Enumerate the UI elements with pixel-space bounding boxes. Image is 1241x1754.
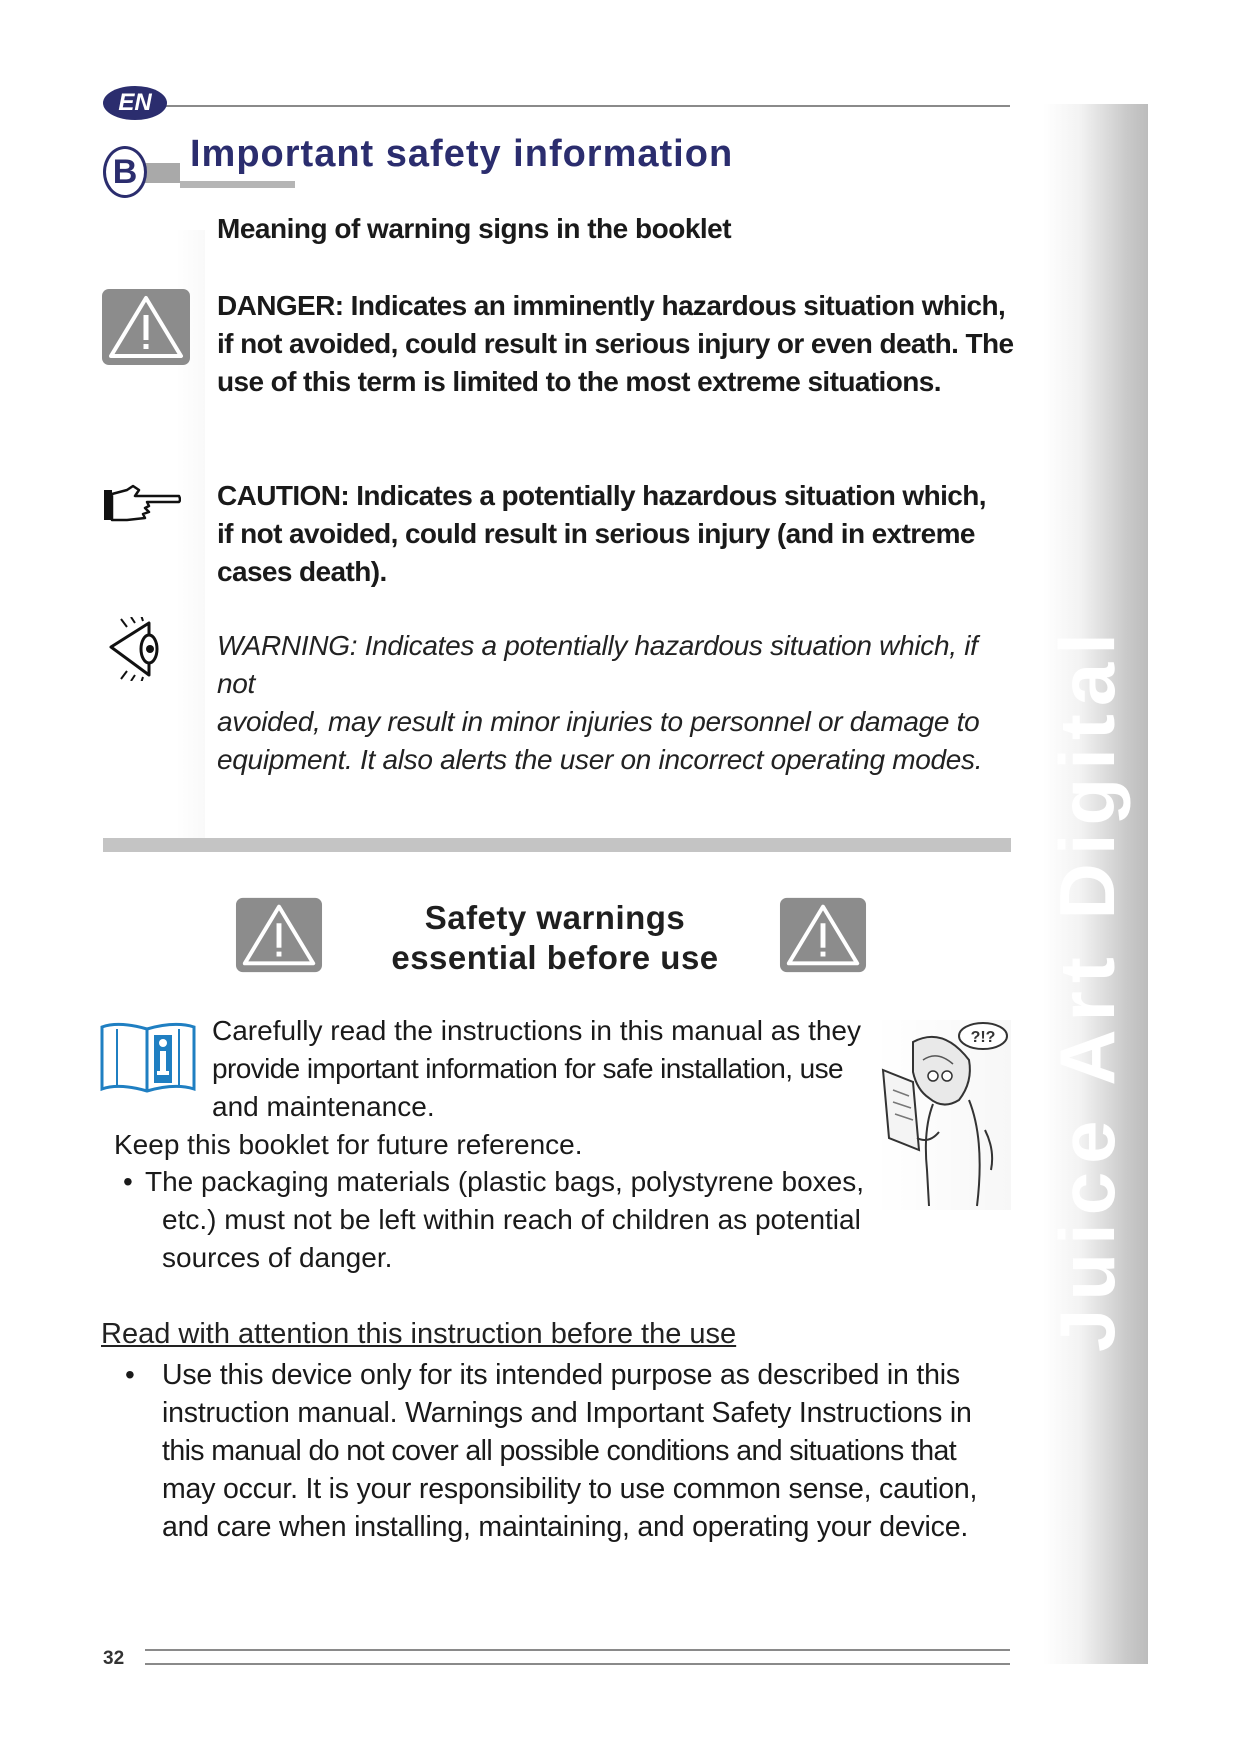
packaging-warning: [145, 1163, 865, 1277]
danger-triangle-icon: [235, 896, 323, 974]
keep-booklet-note: Keep this booklet for future reference.: [114, 1129, 583, 1160]
text-line: Carefully read the instructions in this manual as they: [212, 1015, 861, 1046]
text-line: use of this term is limited to the most extreme situations.: [217, 366, 941, 397]
text-line: CAUTION: Indicates a potentially hazardous situation which,: [217, 480, 986, 511]
text-line: this manual do not cover all possible conditions and situations that: [162, 1435, 957, 1467]
footer-rule: [145, 1663, 1010, 1665]
danger-triangle-icon: [779, 896, 867, 974]
title-line: Safety warnings: [424, 899, 686, 936]
page-title: Important safety information: [190, 133, 734, 175]
pointing-hand-icon: [103, 484, 181, 524]
manual-note: [212, 1012, 892, 1126]
warning-signs-subtitle: Meaning of warning signs in the booklet: [217, 213, 732, 244]
text-line: equipment. It also alerts the user on incorrect operating modes.: [217, 744, 983, 775]
bullet-marker: •: [123, 1166, 133, 1197]
side-tab-brand-text: Juice Art Digital: [1043, 625, 1131, 1352]
caution-definition: [217, 477, 1017, 591]
text-line: avoided, may result in minor injuries to personnel or damage to: [217, 706, 980, 737]
text-line: and maintenance.: [212, 1091, 435, 1122]
language-badge: EN: [103, 86, 167, 120]
info-manual-icon: [99, 1019, 197, 1095]
danger-definition: [217, 287, 1017, 401]
text-line: etc.) must not be left within reach of children as potential: [162, 1204, 861, 1235]
section-bar-decoration: [180, 181, 295, 188]
illustration-exclaim: ?!?: [970, 1029, 996, 1046]
text-line: and care when installing, maintaining, and operating your device.: [162, 1511, 969, 1543]
footer-rule: [145, 1649, 1010, 1651]
text-line: WARNING: Indicates a potentially hazardous situation which, if not: [217, 630, 978, 699]
reader-illustration: [873, 1020, 1011, 1210]
text-line: provide important information for safe installation, use: [212, 1053, 843, 1084]
danger-triangle-icon: [101, 288, 191, 366]
section-bar-decoration: [144, 163, 180, 183]
section-divider: [103, 838, 1011, 852]
title-line: essential before use: [391, 939, 719, 976]
text-line: cases death).: [217, 556, 387, 587]
text-line: if not avoided, could result in serious injury or even death. The: [217, 328, 1014, 359]
intended-use-instruction: [162, 1356, 1012, 1546]
text-line: DANGER: Indicates an imminently hazardous situation which,: [217, 290, 1006, 321]
text-line: if not avoided, could result in serious injury (and in extreme: [217, 518, 975, 549]
read-attention-heading: Read with attention this instruction before the use: [101, 1318, 737, 1350]
text-line: may occur. It is your responsibility to use common sense, caution,: [162, 1473, 978, 1505]
eye-icon: [107, 617, 167, 681]
text-line: sources of danger.: [162, 1242, 393, 1273]
header-rule: [160, 105, 1010, 107]
page-number: 32: [103, 1648, 125, 1669]
text-line: Use this device only for its intended purpose as described in this: [162, 1359, 960, 1391]
text-line: The packaging materials (plastic bags, polystyrene boxes,: [145, 1166, 865, 1197]
section-letter-badge: B: [103, 146, 147, 198]
warning-definition: [217, 627, 1017, 779]
safety-warnings-title: [360, 898, 750, 978]
bullet-marker: •: [125, 1359, 135, 1390]
text-line: instruction manual. Warnings and Important Safety Instructions in: [162, 1397, 972, 1429]
